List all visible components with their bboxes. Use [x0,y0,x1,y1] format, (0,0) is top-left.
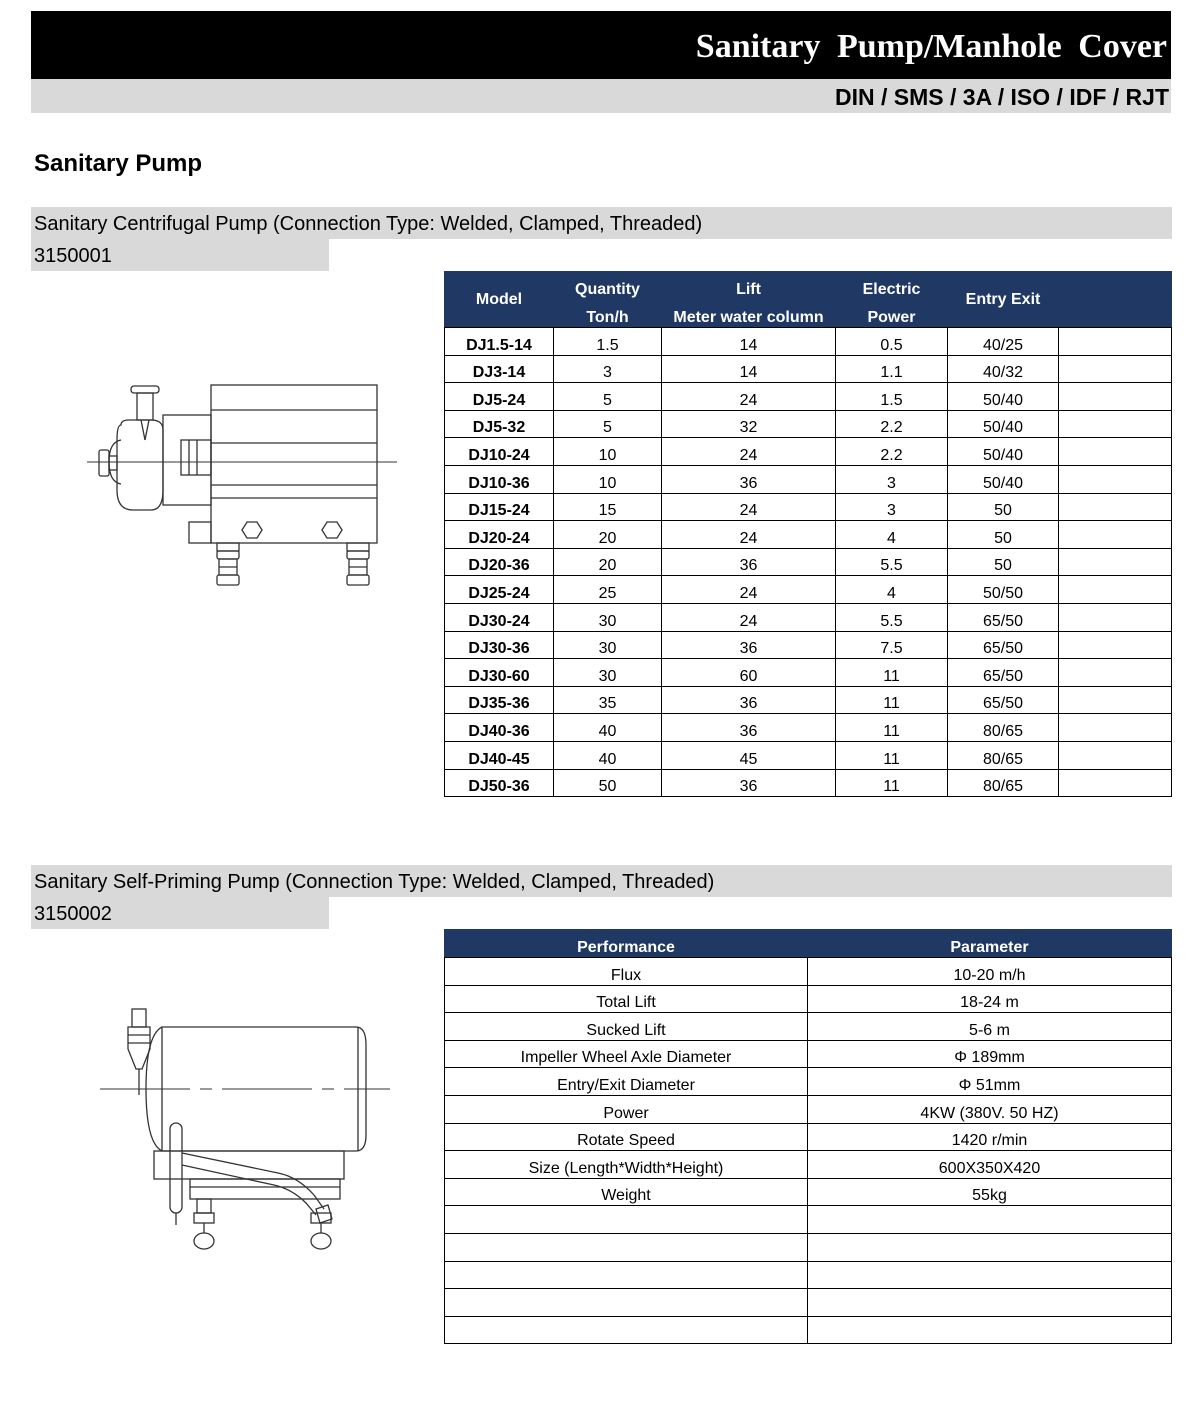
table-row: Weight 55kg [445,1178,1172,1206]
table-row: DJ5-32 5 32 2.2 50/40 [445,410,1172,438]
table-row: DJ10-36 10 36 3 50/40 [445,465,1172,493]
table-row: DJ3-14 3 14 1.1 40/32 [445,355,1172,383]
table-row: DJ20-36 20 36 5.5 50 [445,548,1172,576]
table-row: DJ40-45 40 45 11 80/65 [445,741,1172,769]
self-priming-pump-code: 3150002 [31,897,329,929]
table-row [445,1206,1172,1234]
col-performance: Performance [445,930,808,958]
table-row [445,1261,1172,1289]
col-lift-unit: Meter water column [662,300,836,328]
self-priming-pump-title: Sanitary Self-Priming Pump (Connection Type: Welded, Clamped, Threaded) [31,865,1172,897]
table-row: DJ35-36 35 36 11 65/50 [445,686,1172,714]
centrifugal-pump-code: 3150001 [31,239,329,271]
centrifugal-pump-drawing [85,380,400,592]
table-row: Sucked Lift 5-6 m [445,1013,1172,1041]
table-row: DJ30-60 30 60 11 65/50 [445,659,1172,687]
table-row: Rotate Speed 1420 r/min [445,1123,1172,1151]
col-quantity-unit: Ton/h [554,300,662,328]
table-row: Impeller Wheel Axle Diameter Φ 189mm [445,1040,1172,1068]
table-row: Size (Length*Width*Height) 600X350X420 [445,1151,1172,1179]
col-quantity: Quantity [554,272,662,300]
col-lift: Lift [662,272,836,300]
col-model: Model [445,272,554,328]
table-row: Flux 10-20 m/h [445,958,1172,986]
table-row: DJ30-24 30 24 5.5 65/50 [445,603,1172,631]
table-row: DJ10-24 10 24 2.2 50/40 [445,438,1172,466]
table-row: DJ5-24 5 24 1.5 50/40 [445,383,1172,411]
table-row: Entry/Exit Diameter Φ 51mm [445,1068,1172,1096]
table-row: DJ20-24 20 24 4 50 [445,521,1172,549]
standards-subtitle: DIN / SMS / 3A / ISO / IDF / RJT [31,79,1171,113]
col-electric: Electric [836,272,948,300]
col-parameter: Parameter [808,930,1172,958]
self-priming-pump-table [444,929,1172,1344]
table-row: DJ15-24 15 24 3 50 [445,493,1172,521]
table-row: DJ1.5-14 1.5 14 0.5 40/25 [445,328,1172,356]
centrifugal-pump-table [444,271,1172,797]
col-blank [1059,272,1172,328]
table-row: DJ40-36 40 36 11 80/65 [445,714,1172,742]
table-row: DJ50-36 50 36 11 80/65 [445,769,1172,797]
col-electric-unit: Power [836,300,948,328]
table-row: DJ30-36 30 36 7.5 65/50 [445,631,1172,659]
table-row: Total Lift 18-24 m [445,985,1172,1013]
page-title: Sanitary Pump/Manhole Cover [31,11,1171,79]
table-row: DJ25-24 25 24 4 50/50 [445,576,1172,604]
section-heading: Sanitary Pump [34,150,203,177]
table-row [445,1316,1172,1344]
table-row [445,1233,1172,1261]
col-entry-exit: Entry Exit [948,272,1059,328]
self-priming-pump-drawing [98,1005,393,1255]
centrifugal-pump-title: Sanitary Centrifugal Pump (Connection Type: Welded, Clamped, Threaded) [31,207,1172,239]
table-row: Power 4KW (380V. 50 HZ) [445,1095,1172,1123]
table-row [445,1289,1172,1317]
